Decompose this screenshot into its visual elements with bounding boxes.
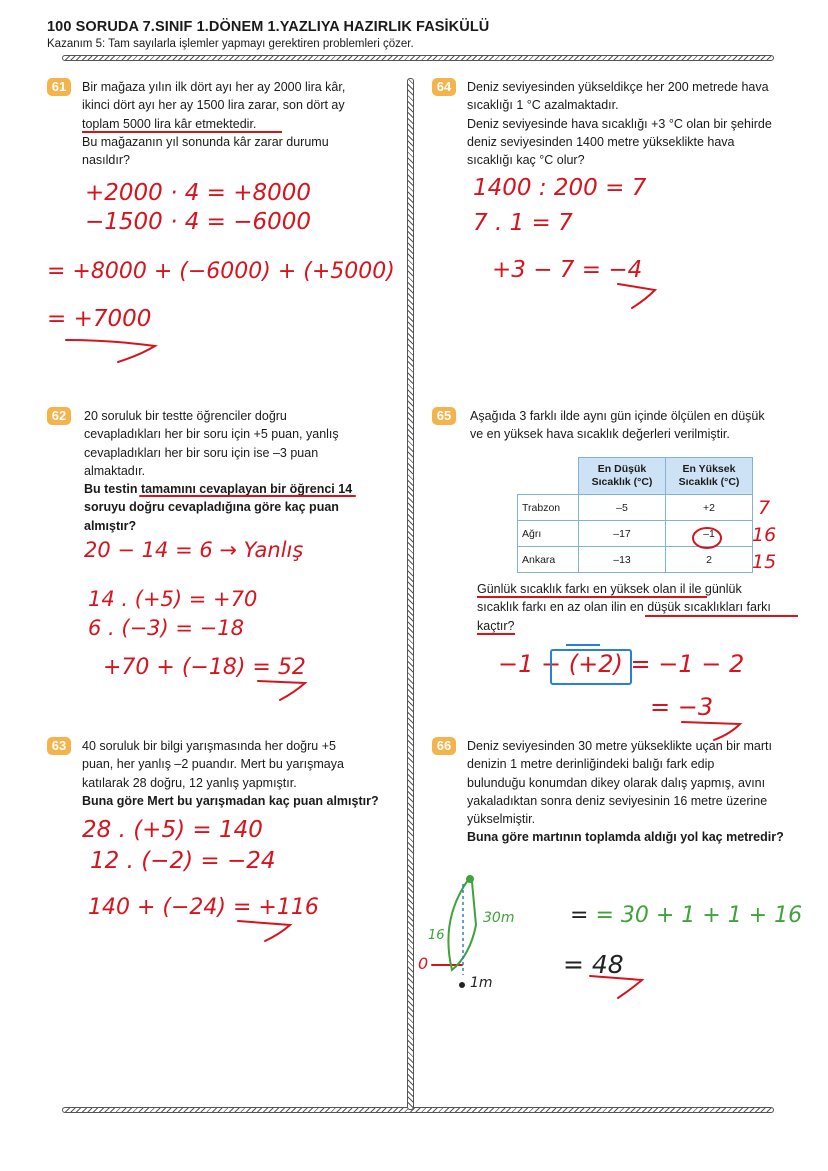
handwriting-65-diff-ankara: 15 <box>752 551 777 573</box>
table-header-high: En Yüksek Sıcaklık (°C) <box>666 458 753 495</box>
handwriting-65-line1: −1 − (+2) = −1 − 2 <box>498 650 745 678</box>
handwriting-65-diff-trabzon: 7 <box>758 497 771 519</box>
handwriting-62-line1: 20 − 14 = 6 → Yanlış <box>84 538 304 562</box>
answer-mark-65 <box>682 722 740 740</box>
handwriting-63-answer: 140 + (−24) = +116 <box>88 895 319 920</box>
diagram-path <box>448 880 476 970</box>
handwriting-62-answer: +70 + (−18) = 52 <box>103 655 306 680</box>
table-row: Ağrı –17 –1 <box>518 521 753 547</box>
question-65-text: Aşağıda 3 farklı ilde aynı gün içinde ölçülen en düşük ve en yüksek hava sıcaklık değerleri verilmiştir. <box>470 409 765 442</box>
diagram-label-zero: 0 <box>418 954 429 973</box>
handwriting-64-line1: 1400 : 200 = 7 <box>473 175 647 201</box>
diagram-label-16: 16 <box>428 928 445 943</box>
question-62-text: 20 soruluk bir testte öğrenciler doğru cevapladıkları her bir soru için +5 puan, yanlış cevapladıkları her bir soru için ise –3 puan almaktadır. Bu testin tamamını cevaplayan bir öğrenci 14 soruyu doğru cevapladığına göre kaç puan almıştır? <box>84 409 353 533</box>
blue-box-65 <box>551 650 631 684</box>
answer-mark-61 <box>66 340 155 362</box>
handwriting-61-line3: = +8000 + (−6000) + (+5000) <box>47 259 395 284</box>
handwriting-65-diff-agri: 16 <box>752 524 777 546</box>
question-number-64: 64 <box>432 78 456 96</box>
handwriting-64-line2: 7 . 1 = 7 <box>473 210 573 236</box>
handwriting-64-answer: +3 − 7 = −4 <box>492 257 643 283</box>
handwriting-63-line1: 28 . (+5) = 140 <box>82 817 263 843</box>
question-number-61: 61 <box>47 78 71 96</box>
table-row: Ankara –13 2 <box>518 547 753 573</box>
handwriting-65-answer: = −3 <box>650 693 714 721</box>
question-number-63: 63 <box>47 737 71 755</box>
handwriting-62-line2: 14 . (+5) = +70 <box>88 587 258 611</box>
page-title: 100 SORUDA 7.SINIF 1.DÖNEM 1.YAZLIYA HAZIRLIK FASİKÜLÜ <box>47 19 490 35</box>
table-row: Trabzon –5 +2 <box>518 495 753 521</box>
question-number-65: 65 <box>432 407 456 425</box>
question-64-text: Deniz seviyesinden yükseldikçe her 200 metrede hava sıcaklığı 1 °C azalmaktadır. Deniz seviyesinde hava sıcaklığı +3 °C olan bir şehirde deniz seviyesinden 1400 metre yükseklikte hava sıcaklığı kaç °C olur? <box>467 80 772 168</box>
answer-mark-62 <box>258 681 305 700</box>
question-61-text: Bir mağaza yılın ilk dört ayı her ay 2000 lira kâr, ikinci dört ayı her ay 1500 lira zarar, son dört ay toplam 5000 lira kâr etmektedir. Bu mağazanın yıl sonunda kâr zarar durumu nasıldır? <box>82 80 346 168</box>
handwriting-61-line2: −1500 · 4 = −6000 <box>85 209 312 235</box>
table-header-low: En Düşük Sıcaklık (°C) <box>579 458 666 495</box>
handwriting-61-line1: +2000 · 4 = +8000 <box>85 180 312 206</box>
answer-mark-64 <box>618 284 655 308</box>
question-63-text: 40 soruluk bir bilgi yarışmasında her doğru +5 puan, her yanlış –2 puandır. Mert bu yarışmaya katılarak 28 doğru, 12 yanlış yapmıştır. Buna göre Mert bu yarışmadan kaç puan almıştır? <box>82 739 379 808</box>
question-65-question: Günlük sıcaklık farkı en yüksek olan il ile günlük sıcaklık farkı en az olan ilin en düşük sıcaklıkları farkı kaçtır? <box>477 582 771 633</box>
circle-agri-high <box>693 528 721 548</box>
handwriting-66-answer: = 48 <box>563 950 624 979</box>
diagram-fish <box>459 982 465 988</box>
question-number-62: 62 <box>47 407 71 425</box>
answer-mark-66 <box>590 976 642 998</box>
answer-mark-63 <box>238 921 290 941</box>
question-66-text: Deniz seviyesinden 30 metre yükseklikte uçan bir martı denizin 1 metre derinliğindeki balığı fark edip bulunduğu konumdan dikey olarak dalış yapmış, avını yakaladıktan sonra deniz seviyesinin 16 metre üzerine yükselmiştir. Buna göre martının toplamda aldığı yol kaç metredir? <box>467 739 784 845</box>
handwriting-62-line3: 6 . (−3) = −18 <box>88 616 244 640</box>
page-subtitle: Kazanım 5: Tam sayılarla işlemler yapmayı gerektiren problemleri çözer. <box>47 38 414 50</box>
handwriting-66-line1: = = 30 + 1 + 1 + 16 <box>570 903 803 928</box>
handwriting-63-line2: 12 . (−2) = −24 <box>90 848 276 874</box>
handwriting-61-answer: = +7000 <box>47 306 152 332</box>
diagram-label-1m: 1m <box>470 975 493 991</box>
diagram-label-30m: 30m <box>483 910 515 926</box>
diagram-bird <box>467 876 473 882</box>
question-number-66: 66 <box>432 737 456 755</box>
